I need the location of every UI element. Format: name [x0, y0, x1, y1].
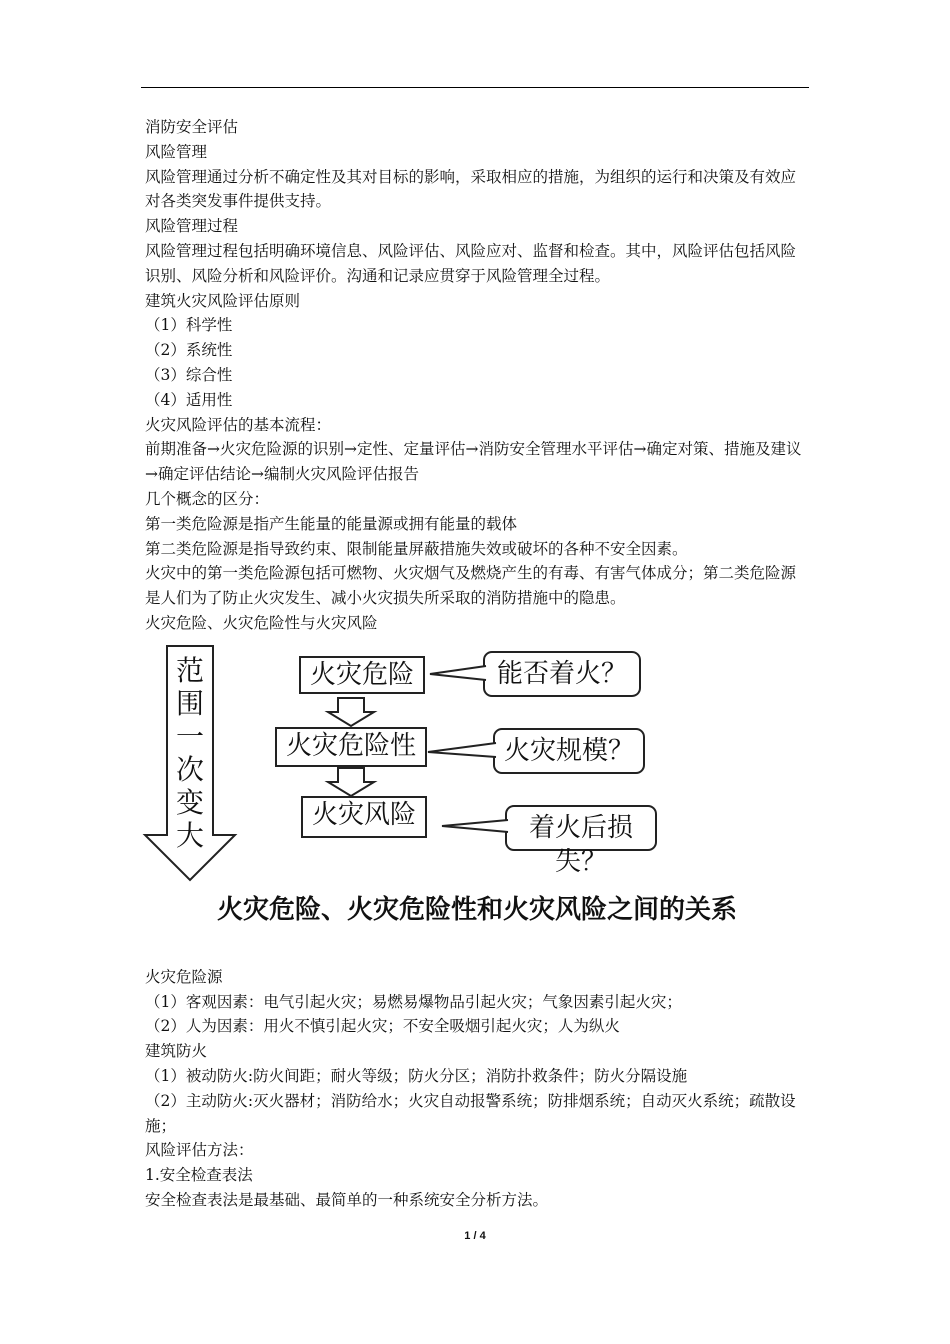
- arrow-char: 次: [175, 752, 204, 786]
- flow-arrow-shape: [328, 698, 374, 726]
- list-item: （1）被动防火:防火间距；耐火等级；防火分区；消防扑救条件；防火分隔设施: [145, 1066, 688, 1085]
- box-fire-hazard: 火灾危险性: [275, 727, 427, 767]
- heading-fire-risk: 火灾危险、火灾危险性与火灾风险: [145, 613, 378, 632]
- paragraph: 前期准备→火灾危险源的识别→定性、定量评估→消防安全管理水平评估→确定对策、措施及建议→确定评估结论→编制火灾风险评估报告: [145, 440, 802, 484]
- list-item: （1）客观因素：电气引起火灾；易燃易爆物品引起火灾；气象因素引起火灾；: [145, 992, 682, 1011]
- arrow-char: 变: [175, 785, 204, 819]
- bubble-tail: [442, 820, 508, 832]
- paragraph: 安全检查表法是最基础、最简单的一种系统安全分析方法。: [145, 1190, 549, 1209]
- page-number: 1 / 4: [464, 1230, 486, 1242]
- bubble-loss: 着火后损失？: [528, 812, 633, 877]
- list-item: （4）适用性: [145, 390, 233, 409]
- heading-risk-management: 风险管理: [145, 142, 208, 161]
- list-item: （2）主动防火:灭火器材；消防给水；火灾自动报警系统；防排烟系统；自动灭火系统；疏散设施；: [145, 1091, 796, 1135]
- paragraph: 风险管理通过分析不确定性及其对目标的影响，采取相应的措施，为组织的运行和决策及有效应对各类突发事件提供支持。: [145, 167, 797, 211]
- list-item: （2）人为因素：用火不慎引起火灾；不安全吸烟引起火灾；人为纵火: [145, 1017, 620, 1036]
- bubble-ignition: 能否着火？: [496, 658, 627, 689]
- heading-principles: 建筑火灾风险评估原则: [145, 291, 301, 310]
- box-fire-danger: 火灾危险: [299, 656, 425, 694]
- paragraph: 第一类危险源是指产生能量的能量源或拥有能量的载体: [145, 514, 518, 533]
- flow-arrow-shape: [328, 768, 374, 796]
- bubble-scale: 火灾规模？: [503, 735, 634, 766]
- heading-checklist-method: 1.安全检查表法: [145, 1166, 253, 1185]
- list-item: （2）系统性: [145, 341, 233, 360]
- heading-risk-process: 风险管理过程: [145, 217, 239, 236]
- heading-assessment-methods: 风险评估方法：: [145, 1141, 254, 1160]
- arrow-char: 大: [175, 818, 204, 852]
- scope-arrow-label: [170, 654, 210, 852]
- page-content: [145, 115, 809, 1213]
- header-rule: [141, 87, 809, 88]
- doc-title: 消防安全评估: [145, 118, 239, 136]
- box-fire-risk: 火灾风险: [301, 796, 427, 838]
- bubble-tail: [428, 743, 496, 757]
- heading-hazard-source: 火灾危险源: [145, 967, 223, 986]
- fire-risk-diagram: [145, 640, 809, 965]
- list-item: （1）科学性: [145, 316, 233, 335]
- arrow-char: 一: [175, 719, 204, 753]
- diagram-caption: 火灾危险、火灾危险性和火灾风险之间的关系: [216, 894, 737, 925]
- paragraph: 风险管理过程包括明确环境信息、风险评估、风险应对、监督和检查。其中，风险评估包括风险识别、风险分析和风险评价。沟通和记录应贯穿于风险管理全过程。: [145, 241, 797, 285]
- heading-flow: 火灾风险评估的基本流程：: [145, 415, 332, 434]
- list-item: （3）综合性: [145, 365, 233, 384]
- paragraph: 第二类危险源是指导致约束、限制能量屏蔽措施失效或破坏的各种不安全因素。: [145, 539, 688, 558]
- heading-building-fire-prevention: 建筑防火: [145, 1042, 208, 1061]
- bubble-tail: [430, 666, 486, 680]
- arrow-char: 围: [175, 686, 204, 720]
- heading-concepts: 几个概念的区分：: [145, 489, 270, 508]
- paragraph: 火灾中的第一类危险源包括可燃物、火灾烟气及燃烧产生的有毒、有害气体成分；第二类危险源是人们为了防止火灾发生、减小火灾损失所采取的消防措施中的隐患。: [145, 564, 797, 608]
- arrow-char: 范: [175, 653, 204, 687]
